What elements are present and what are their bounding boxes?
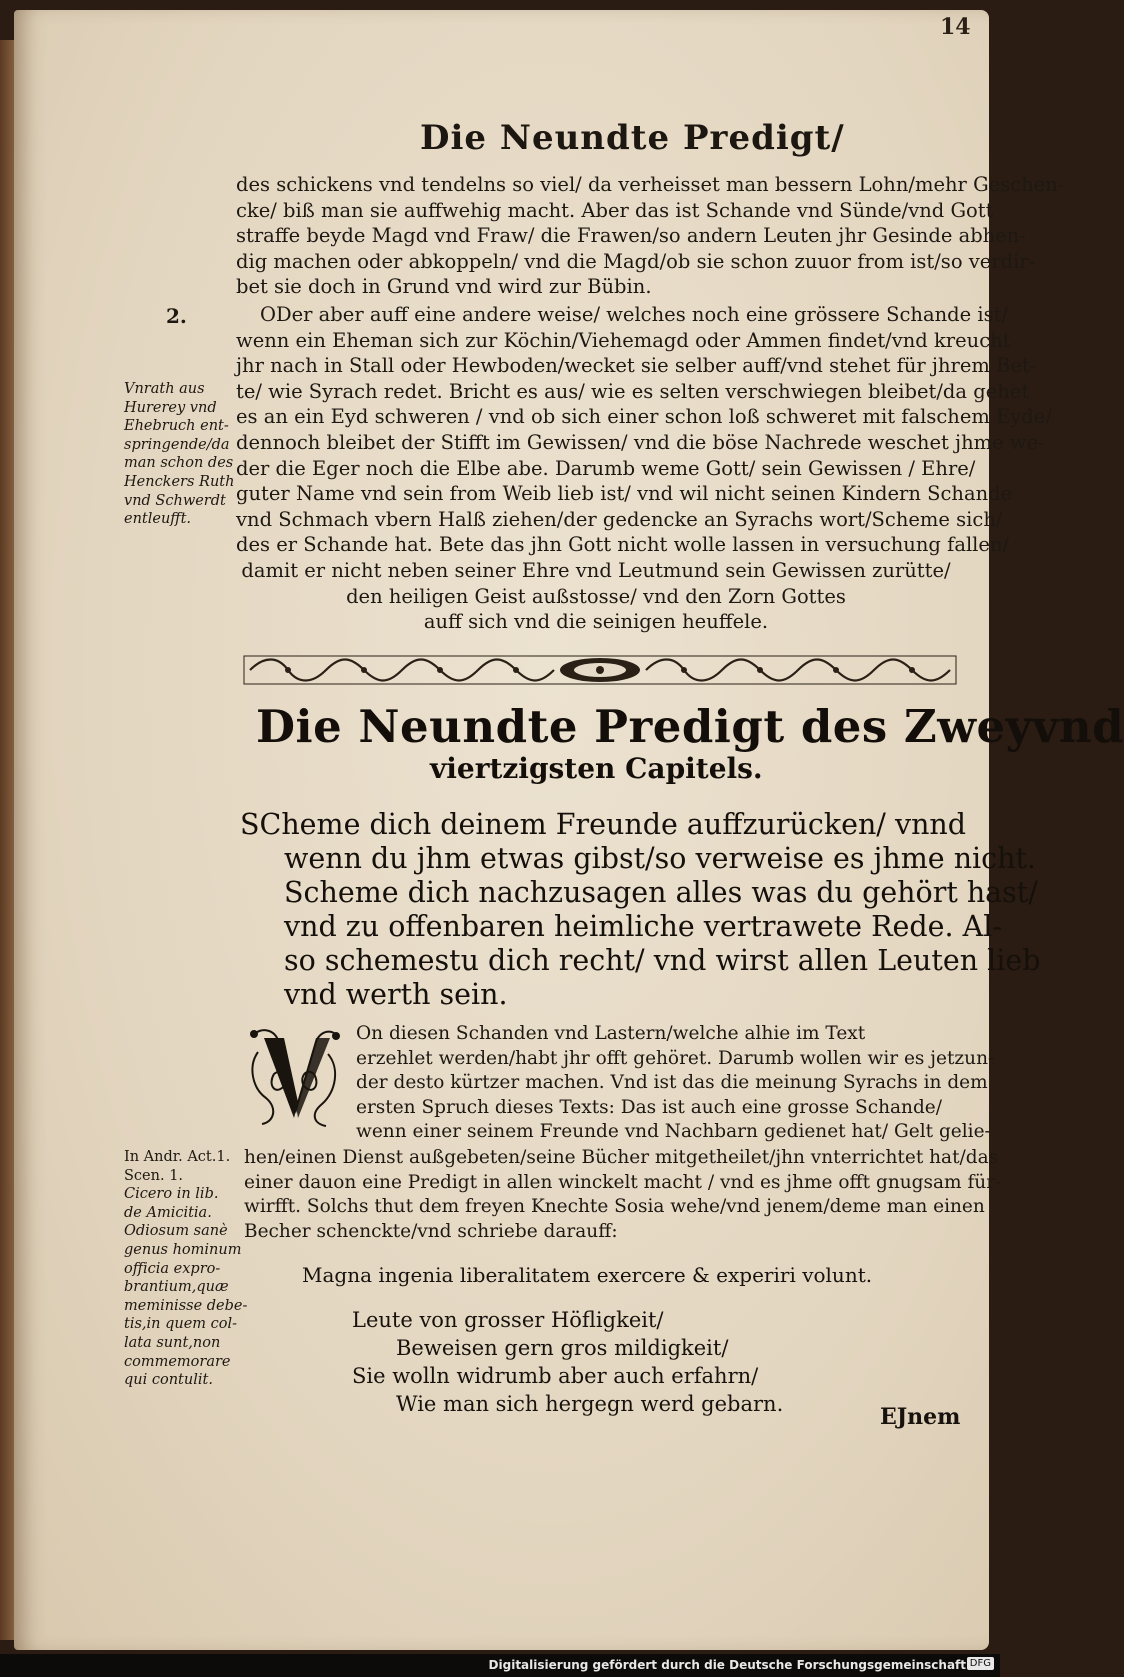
margin-line: man schon des (124, 455, 234, 472)
text-line: wirfft. Solchs thut dem freyen Knechte Sosia wehe/vnd jenem/deme man einen (244, 1196, 985, 1218)
text-line: einer dauon eine Predigt in allen winckelt macht / vnd es jhme offt gnugsam für- (244, 1171, 1002, 1193)
motto-line: vnd werth sein. (284, 978, 508, 1011)
decorative-initial-v (244, 1022, 344, 1130)
margin-line: Vnrath aus (124, 381, 205, 397)
text-line: wenn ein Eheman sich zur Köchin/Viehemagd oder Ammen findet/vnd kreucht (236, 328, 1011, 352)
text-line: hen/einen Dienst außgebeten/seine Bücher mitgetheilet/jhn vnterrichtet hat/das (244, 1147, 999, 1168)
page-number: 14 (940, 14, 971, 40)
text-line: guter Name vnd sein from Weib lieb ist/ vnd wil nicht seinen Kindern Schande (236, 482, 1013, 506)
text-line-centered: damit er nicht neben seiner Ehre vnd Leutmund sein Gewissen zurütte/ (241, 558, 951, 582)
paragraph-3-body (244, 1146, 1002, 1244)
text-line: der die Eger noch die Elbe abe. Darumb weme Gott/ sein Gewissen / Ehre/ (236, 456, 976, 480)
section-number: 2. (166, 304, 187, 328)
latin-quotation: Magna ingenia liberalitatem exercere & experiri volunt. (302, 1263, 873, 1287)
verse-block (352, 1306, 783, 1418)
motto-line: SCheme dich deinem Freunde auffzurücken/ vnnd (240, 808, 967, 841)
running-head: Die Neundte Predigt/ (420, 118, 845, 158)
text-line: jhr nach in Stall oder Hewboden/wecket sie selber auff/vnd stehet für jhrem Bet- (236, 354, 1037, 378)
margin-line: Odiosum sanè (124, 1223, 228, 1240)
margin-line: genus hominum (124, 1241, 242, 1258)
text-line: cke/ biß man sie auffwehig macht. Aber das ist Schande vnd Sünde/vnd Gott (236, 198, 994, 222)
margin-line: de Amicitia. (124, 1204, 212, 1221)
margin-note-2 (124, 1148, 246, 1390)
margin-line: brantium,quæ (124, 1279, 229, 1296)
text-line-centered: den heiligen Geist außstosse/ vnd den Zorn Gottes (346, 584, 846, 608)
text-line: dennoch bleibet der Stifft im Gewissen/ vnd die böse Nachrede weschet jhme we- (236, 430, 1045, 454)
text-line: ersten Spruch dieses Texts: Das ist auch eine grosse Schande/ (356, 1096, 942, 1118)
margin-line: In Andr. Act.1. (124, 1149, 231, 1165)
motto-line: wenn du jhm etwas gibst/so verweise es jhme nicht. (284, 842, 1036, 875)
margin-line: entleufft. (124, 511, 192, 528)
margin-line: Ehebruch ent- (124, 418, 229, 435)
paragraph-1 (236, 172, 1065, 300)
margin-line: tis,in quem col- (124, 1316, 238, 1333)
text-line: es an ein Eyd schweren / vnd ob sich einer schon loß schweret mit falschem Eyde/ (236, 405, 1052, 429)
dfg-logo: DFG (967, 1657, 994, 1670)
text-line: erzehlet werden/habt jhr offt gehöret. Darumb wollen wir es jetzun- (356, 1047, 995, 1069)
motto-line: so schemestu dich recht/ vnd wirst allen Leuten lieb (284, 944, 1041, 977)
text-line: straffe beyde Magd vnd Fraw/ die Frawen/so andern Leuten jhr Gesinde abhen- (236, 224, 1026, 248)
text-line: Becher schenckte/vnd schriebe darauff: (244, 1220, 618, 1242)
motto-line: Scheme dich nachzusagen alles was du gehört hast/ (284, 876, 1038, 909)
text-line: wenn einer seinem Freunde vnd Nachbarn gedienet hat/ Gelt gelie- (356, 1121, 991, 1143)
margin-line: commemorare (124, 1353, 231, 1370)
paragraph-3-head (356, 1022, 995, 1145)
paragraph-2 (236, 302, 1052, 635)
text-line: der desto kürtzer machen. Vnd ist das die meinung Syrachs in dem (356, 1072, 988, 1094)
text-line: des schickens vnd tendelns so viel/ da verheisset man bessern Lohn/mehr Geschen- (236, 173, 1065, 196)
text-line-centered: auff sich vnd die seinigen heuffele. (423, 610, 769, 634)
margin-line: lata sunt,non (124, 1334, 221, 1351)
text-line: te/ wie Syrach redet. Bricht es aus/ wie es selten verschwiegen bleibet/da gehet (236, 379, 1030, 403)
margin-line: Cicero in lib. (124, 1186, 219, 1203)
text-line: On diesen Schanden vnd Lastern/welche alhie im Text (356, 1023, 866, 1044)
text-line: des er Schande hat. Bete das jhn Gott nicht wolle lassen in versuchung fallen/ (236, 533, 1010, 557)
text-line: ODer aber auff eine andere weise/ welches noch eine grössere Schande ist/ (260, 303, 1009, 326)
text-line: dig machen oder abkoppeln/ vnd die Magd/ob sie schon zuuor from ist/so verdir- (236, 249, 1036, 273)
catchword: EJnem (880, 1404, 961, 1430)
chapter-subtitle: viertzigsten Capitels. (430, 752, 763, 785)
motto-line: vnd zu offenbaren heimliche vertrawete Rede. Al- (284, 910, 1002, 943)
margin-line: Henckers Ruth (124, 473, 235, 490)
margin-line: qui contulit. (124, 1372, 213, 1389)
margin-line: officia expro- (124, 1260, 221, 1277)
text-line: vnd Schmach vbern Halß ziehen/der gedencke an Syrachs wort/Scheme sich/ (236, 507, 1003, 531)
margin-note-1 (124, 380, 234, 529)
margin-line: Scen. 1. (124, 1167, 184, 1184)
verse-line: Wie man sich hergegn werd gebarn. (396, 1392, 784, 1416)
ornamental-border (244, 652, 956, 688)
verse-line: Leute von grosser Höfligkeit/ (352, 1308, 664, 1332)
margin-line: Hurerey vnd (124, 399, 217, 416)
verse-line: Beweisen gern gros mildigkeit/ (396, 1336, 729, 1360)
text-line: bet sie doch in Grund vnd wird zur Bübin. (236, 275, 652, 299)
scripture-motto (240, 808, 1041, 1012)
margin-line: meminisse debe- (124, 1297, 248, 1314)
margin-line: vnd Schwerdt (124, 492, 226, 509)
margin-line: springende/da (124, 436, 230, 453)
verse-line: Sie wolln widrumb aber auch erfahrn/ (352, 1364, 759, 1388)
chapter-title: Die Neundte Predigt des Zweyvnd (256, 700, 1124, 753)
digitization-credit: Digitalisierung gefördert durch die Deutsche Forschungsgemeinschaft (488, 1658, 966, 1672)
